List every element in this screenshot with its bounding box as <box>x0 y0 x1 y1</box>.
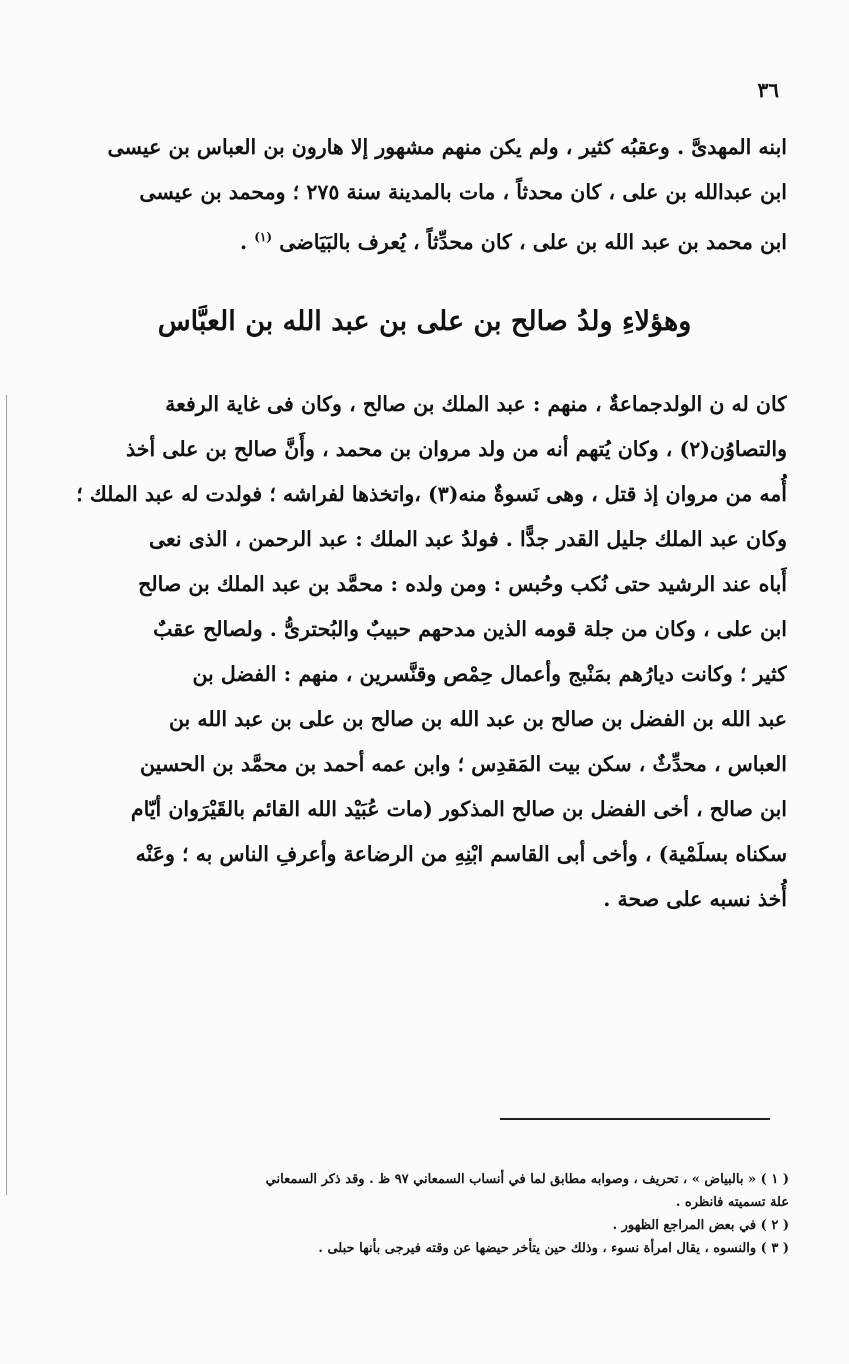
intro-line: ابنه المهدىَّ . وعقبُه كثير ، ولم يكن منهم مشهور إلا هارون بن العباس بن عيسى <box>107 135 787 159</box>
intro-line <box>57 215 787 260</box>
body-line: أُخذ نسبه على صحة . <box>603 887 787 911</box>
body-line: ابن صالح ، أخى الفضل بن صالح المذكور (مات عُبَيْد الله القائم بالقَيْرَوان أيّام <box>130 797 787 821</box>
intro-line-end: . <box>239 229 255 254</box>
body-line: ابن على ، وكان من جلة قومه الذين مدحهم حبيبٌ والبُحترىُّ . ولصالح عقبٌ <box>153 617 787 641</box>
body-line: أُمه من مروان إذ قتل ، وهى نَسوةٌ منه(٣) ،واتخذها لفراشه ؛ فولدت له عبد الملك ؛ <box>76 482 787 506</box>
footnote-line: ( ١ ) « بالبياض » ، تحريف ، وصوابه مطابق لما في أنساب السمعاني ٩٧ ظ . وقد ذكر السمعاني <box>265 1172 789 1187</box>
footnote-line: ( ٢ ) في بعض المراجع الظهور . <box>612 1218 789 1233</box>
intro-line-text: ابن محمد بن عبد الله بن على ، كان محدِّثاً ، يُعرف بالبَيَاضى <box>279 229 787 254</box>
body-line: كان له ن الولدجماعةٌ ، منهم : عبد الملك بن صالح ، وكان فى غاية الرفعة <box>165 392 787 416</box>
section-heading: وهؤلاءِ ولدُ صالح بن على بن عبد الله بن العبَّاس <box>157 306 692 337</box>
footnote-line: ( ٣ ) والنسوه ، يقال امرأة نسوء ، وذلك حين يتأخر حيضها عن وقته فيرجى بأنها حبلى . <box>318 1241 789 1256</box>
intro-line: ابن عبدالله بن على ، كان محدثاً ، مات بالمدينة سنة ٢٧٥ ؛ ومحمد بن عيسى <box>139 180 787 204</box>
footnotes <box>14 1168 789 1260</box>
footnote-line: علة تسميته فانظره . <box>675 1195 789 1210</box>
page-number: ٣٦ <box>757 78 779 102</box>
footnote-ref-1: (١) <box>254 230 273 244</box>
body-paragraph <box>37 382 787 922</box>
body-line: كثير ؛ وكانت ديارُهم بمَنْبج وأعمال حِمْص وقنَّسرين ، منهم : الفضل بن <box>192 662 787 686</box>
body-line: العباس ، محدِّثٌ ، سكن بيت المَقدِس ؛ وابن عمه أحمد بن محمَّد بن الحسين <box>140 752 787 776</box>
footnote-separator <box>500 1118 770 1120</box>
margin-line <box>6 395 7 1195</box>
body-line: والتصاوُن(٢) ، وكان يُتهم أنه من ولد مروان بن محمد ، وأَنَّ صالح بن على أخذ <box>126 437 787 461</box>
body-line: عبد الله بن الفضل بن صالح بن عبد الله بن صالح بن على بن عبد الله بن <box>168 707 787 731</box>
body-line: أَباه عند الرشيد حتى نُكب وحُبس : ومن ولده : محمَّد بن عبد الملك بن صالح <box>138 572 787 596</box>
body-line: سكناه بسلَمْية) ، وأخى أبى القاسم ابْنِهِ من الرضاعة وأعرفِ الناس به ؛ وعَنْه <box>135 842 787 866</box>
intro-paragraph <box>57 125 787 260</box>
body-line: وكان عبد الملك جليل القدر جدًّا . فولدُ عبد الملك : عبد الرحمن ، الذى نعى <box>148 527 787 551</box>
